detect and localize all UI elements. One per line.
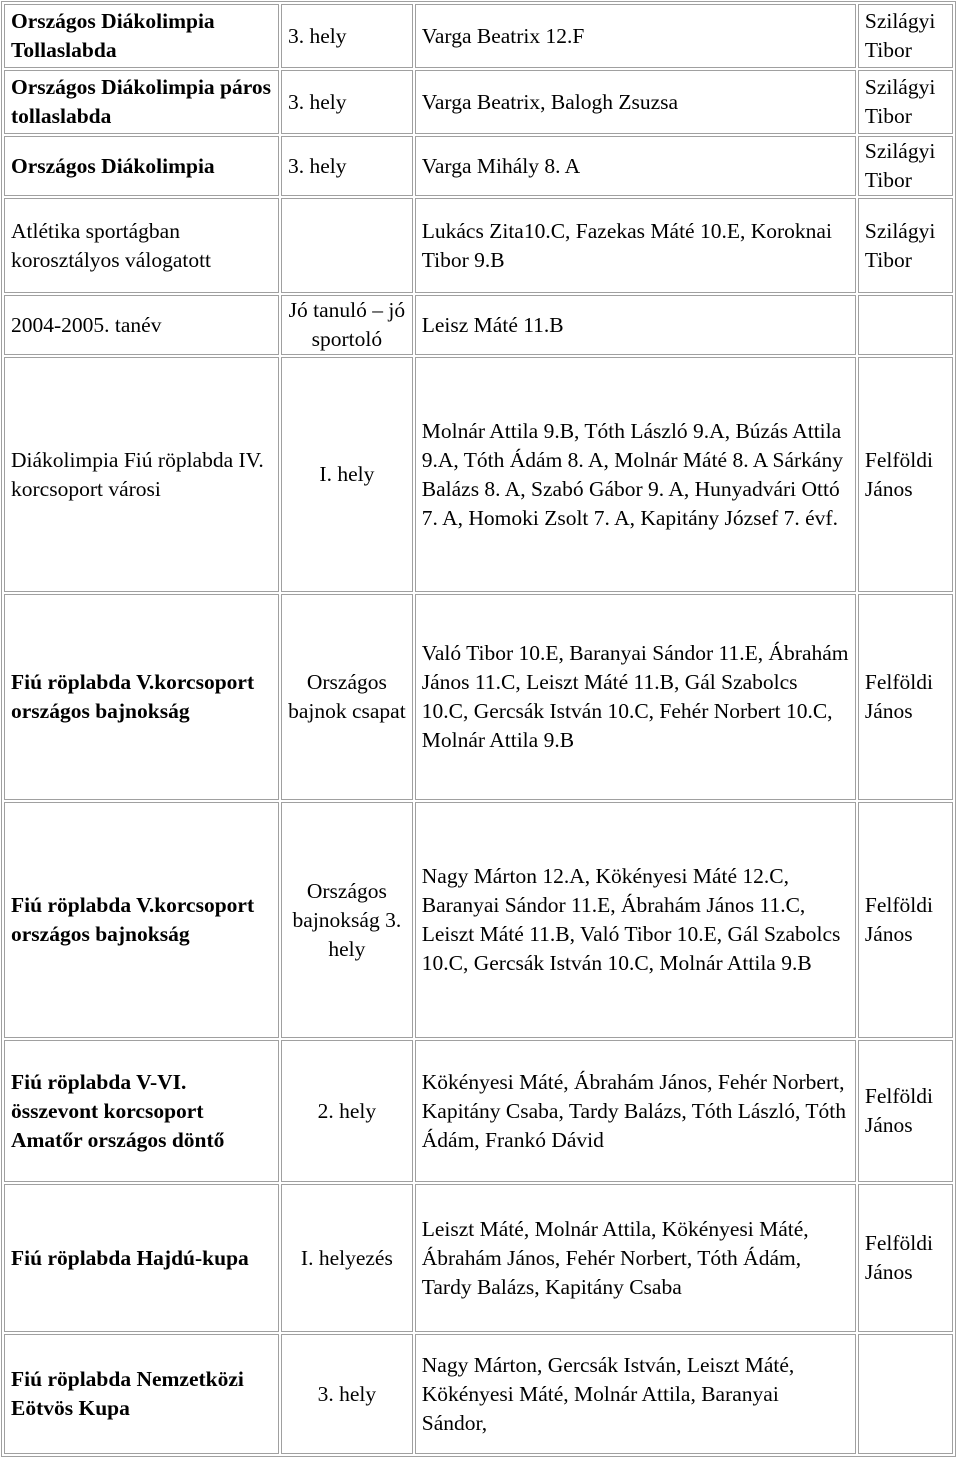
names-cell: Varga Beatrix 12.F: [415, 4, 856, 68]
names-cell: Nagy Márton, Gercsák István, Leiszt Máté, Kökényesi Máté, Molnár Attila, Baranyai Sándor,: [415, 1334, 856, 1454]
result-cell: Jó tanuló – jó sportoló: [281, 295, 413, 355]
event-cell: Fiú röplabda V-VI. összevont korcsoport Amatőr országos döntő: [4, 1040, 279, 1182]
names-cell: Leisz Máté 11.B: [415, 295, 856, 355]
teacher-cell: [858, 1334, 953, 1454]
names-cell: Molnár Attila 9.B, Tóth László 9.A, Búzás Attila 9.A, Tóth Ádám 8. A, Molnár Máté 8. A Sárkány Balázs 8. A, Szabó Gábor 9. A, Hunyadvári Ottó 7. A, Homoki Zsolt 7. A, Kapitány József 7. évf.: [415, 357, 856, 592]
event-cell: Országos Diákolimpia Tollaslabda: [4, 4, 279, 68]
results-table: [1, 1, 956, 1457]
table-row: [4, 4, 953, 68]
teacher-cell: Felföldi János: [858, 1184, 953, 1332]
teacher-cell: Szilágyi Tibor: [858, 70, 953, 134]
teacher-cell: Felföldi János: [858, 594, 953, 800]
event-cell: Diákolimpia Fiú röplabda IV. korcsoport városi: [4, 357, 279, 592]
result-cell: I. helyezés: [281, 1184, 413, 1332]
table-row: [4, 1184, 953, 1332]
result-cell: 2. hely: [281, 1040, 413, 1182]
result-cell: 3. hely: [281, 70, 413, 134]
event-cell: Atlétika sportágban korosztályos válogatott: [4, 198, 279, 293]
names-cell: Leiszt Máté, Molnár Attila, Kökényesi Máté, Ábrahám János, Fehér Norbert, Tóth Ádám, Tardy Balázs, Kapitány Csaba: [415, 1184, 856, 1332]
teacher-cell: [858, 295, 953, 355]
result-cell: Országos bajnok csapat: [281, 594, 413, 800]
table-row: [4, 594, 953, 800]
names-cell: Nagy Márton 12.A, Kökényesi Máté 12.C, Baranyai Sándor 11.E, Ábrahám János 11.C, Leiszt Máté 11.B, Való Tibor 10.E, Gál Szabolcs 10.C, Gercsák István 10.C, Molnár Attila 9.B: [415, 802, 856, 1038]
result-cell: [281, 198, 413, 293]
event-cell: Országos Diákolimpia páros tollaslabda: [4, 70, 279, 134]
names-cell: Varga Beatrix, Balogh Zsuzsa: [415, 70, 856, 134]
table-row: [4, 198, 953, 293]
table-row: [4, 1040, 953, 1182]
table-row: [4, 357, 953, 592]
names-cell: Varga Mihály 8. A: [415, 136, 856, 196]
event-cell: Fiú röplabda Nemzetközi Eötvös Kupa: [4, 1334, 279, 1454]
teacher-cell: Szilágyi Tibor: [858, 4, 953, 68]
event-cell: Fiú röplabda V.korcsoport országos bajnokság: [4, 594, 279, 800]
table-row: [4, 802, 953, 1038]
teacher-cell: Felföldi János: [858, 1040, 953, 1182]
result-cell: 3. hely: [281, 4, 413, 68]
table-row: [4, 1334, 953, 1454]
names-cell: Lukács Zita10.C, Fazekas Máté 10.E, Koroknai Tibor 9.B: [415, 198, 856, 293]
event-cell: Fiú röplabda Hajdú-kupa: [4, 1184, 279, 1332]
result-cell: Országos bajnokság 3. hely: [281, 802, 413, 1038]
table-row: [4, 136, 953, 196]
teacher-cell: Szilágyi Tibor: [858, 198, 953, 293]
teacher-cell: Felföldi János: [858, 802, 953, 1038]
result-cell: 3. hely: [281, 1334, 413, 1454]
result-cell: 3. hely: [281, 136, 413, 196]
table-row: [4, 70, 953, 134]
teacher-cell: Felföldi János: [858, 357, 953, 592]
table-row: [4, 295, 953, 355]
event-cell: Fiú röplabda V.korcsoport országos bajnokság: [4, 802, 279, 1038]
names-cell: Kökényesi Máté, Ábrahám János, Fehér Norbert, Kapitány Csaba, Tardy Balázs, Tóth László, Tóth Ádám, Frankó Dávid: [415, 1040, 856, 1182]
event-cell: 2004-2005. tanév: [4, 295, 279, 355]
names-cell: Való Tibor 10.E, Baranyai Sándor 11.E, Ábrahám János 11.C, Leiszt Máté 11.B, Gál Szabolcs 10.C, Gercsák István 10.C, Fehér Norbert 10.C, Molnár Attila 9.B: [415, 594, 856, 800]
result-cell: I. hely: [281, 357, 413, 592]
event-cell: Országos Diákolimpia: [4, 136, 279, 196]
teacher-cell: Szilágyi Tibor: [858, 136, 953, 196]
